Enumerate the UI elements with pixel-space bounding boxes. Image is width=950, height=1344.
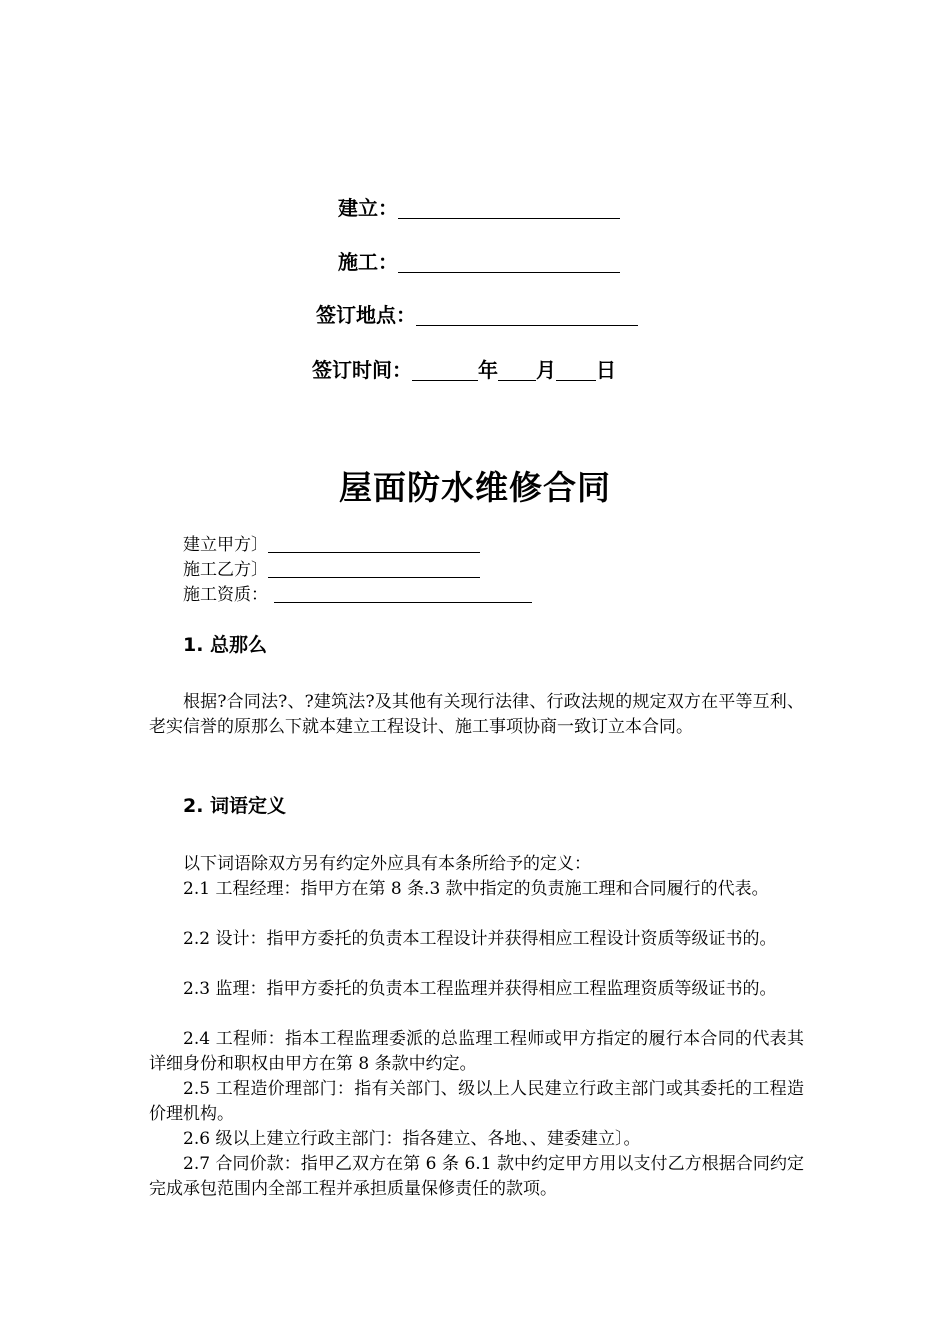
definition-2-7: 2.7 合同价款：指甲乙双方在第 6 条 6.1 款中约定甲方用以支付乙方根据合同约定完成承包范围内全部工程并承担质量保修责任的款项。 — [149, 1154, 804, 1199]
definition-2-6: 2.6 级以上建立行政主部门：指各建立、各地、、建委建立〕。 — [183, 1129, 641, 1149]
party-a-label: 建立甲方〕 — [183, 535, 268, 555]
definition-2-2: 2.2 设计：指甲方委托的负责本工程设计并获得相应工程设计资质等级证书的。 — [183, 929, 777, 949]
year-blank — [412, 360, 478, 381]
qualification-line — [183, 580, 532, 605]
year-label: 年 — [478, 358, 498, 382]
date-line — [312, 354, 616, 383]
client-line — [338, 192, 620, 221]
party-b-blank — [268, 561, 480, 578]
place-blank — [416, 305, 638, 326]
contractor-line — [338, 246, 620, 275]
definition-2-5: 2.5 工程造价理部门：指有关部门、级以上人民建立行政主部门或其委托的工程造价理机构。 — [149, 1079, 804, 1124]
date-label: 签订时间： — [312, 358, 412, 382]
section-1-paragraph: 根据?合同法?、?建筑法?及其他有关现行法律、行政法规的规定双方在平等互利、老实信誉的原那么下就本建立工程设计、施工事项协商一致订立本合同。 — [149, 692, 804, 737]
definitions-intro: 以下词语除双方另有约定外应具有本条所给予的定义： — [183, 854, 591, 874]
day-label: 日 — [596, 358, 616, 382]
document-title: 屋面防水维修合同 — [339, 468, 611, 507]
qualification-label: 施工资质： — [183, 585, 268, 605]
definition-2-4: 2.4 工程师：指本工程监理委派的总监理工程师或甲方指定的履行本合同的代表其详细身份和职权由甲方在第 8 条款中约定。 — [149, 1029, 804, 1074]
month-label: 月 — [536, 358, 556, 382]
qualification-blank — [274, 586, 532, 603]
day-blank — [556, 360, 596, 381]
definition-2-3: 2.3 监理：指甲方委托的负责本工程监理并获得相应工程监理资质等级证书的。 — [183, 979, 777, 999]
section-2-heading: 2. 词语定义 — [183, 795, 287, 817]
place-line — [316, 299, 638, 328]
party-b-label: 施工乙方〕 — [183, 560, 268, 580]
party-b-line — [183, 555, 480, 580]
section-1-heading: 1. 总那么 — [183, 634, 268, 656]
contractor-blank — [398, 252, 620, 273]
definition-2-1: 2.1 工程经理：指甲方在第 8 条.3 款中指定的负责施工理和合同履行的代表。 — [183, 879, 769, 899]
party-a-line — [183, 530, 480, 555]
contractor-label: 施工： — [338, 250, 398, 274]
month-blank — [498, 360, 536, 381]
client-blank — [398, 198, 620, 219]
place-label: 签订地点： — [316, 303, 416, 327]
client-label: 建立： — [338, 196, 398, 220]
party-a-blank — [268, 536, 480, 553]
